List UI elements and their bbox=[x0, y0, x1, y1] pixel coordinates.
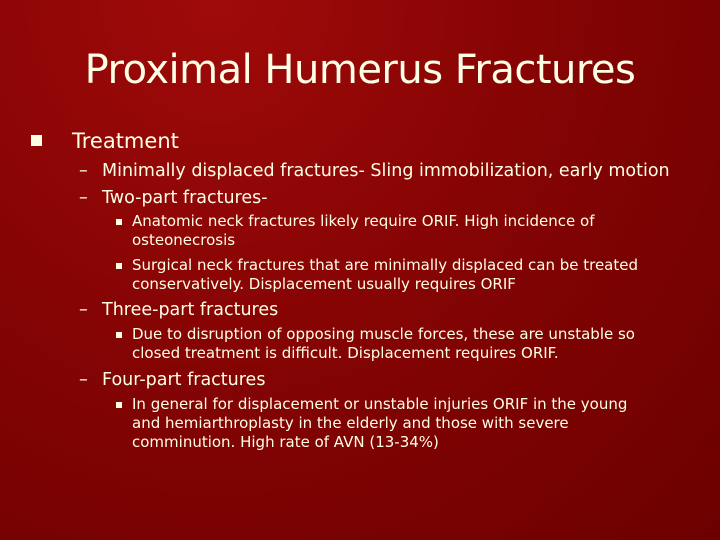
subitem-line: Due to disruption of opposing muscle forces, these are unstable so bbox=[132, 325, 635, 343]
item-four-part: Four-part fractures bbox=[102, 370, 266, 390]
small-square-bullet-icon bbox=[116, 219, 122, 225]
subitem-surgical-neck bbox=[132, 256, 638, 294]
small-square-bullet-icon bbox=[116, 332, 122, 338]
subitem-line: closed treatment is difficult. Displacement requires ORIF. bbox=[132, 344, 559, 362]
dash-bullet-icon: – bbox=[79, 188, 88, 208]
subitem-three-part-detail bbox=[132, 325, 635, 363]
dash-bullet-icon: – bbox=[79, 300, 88, 320]
subitem-line: conservatively. Displacement usually requires ORIF bbox=[132, 275, 516, 293]
dash-bullet-icon: – bbox=[79, 370, 88, 390]
slide-title: Proximal Humerus Fractures bbox=[84, 47, 636, 93]
bullet-treatment: Treatment bbox=[72, 129, 179, 153]
small-square-bullet-icon bbox=[116, 402, 122, 408]
dash-bullet-icon: – bbox=[79, 161, 88, 181]
subitem-line: and hemiarthroplasty in the elderly and those with severe bbox=[132, 414, 569, 432]
subitem-line: osteonecrosis bbox=[132, 231, 236, 249]
square-bullet-icon bbox=[31, 135, 42, 146]
subitem-line: Surgical neck fractures that are minimally displaced can be treated bbox=[132, 256, 639, 274]
small-square-bullet-icon bbox=[116, 263, 122, 269]
item-two-part: Two-part fractures- bbox=[102, 188, 268, 208]
item-minimally-displaced: Minimally displaced fractures- Sling immobilization, early motion bbox=[102, 161, 670, 181]
subitem-line: comminution. High rate of AVN (13-34%) bbox=[132, 433, 439, 451]
subitem-anatomic-neck bbox=[132, 212, 595, 250]
item-three-part: Three-part fractures bbox=[102, 300, 279, 320]
subitem-line: Anatomic neck fractures likely require ORIF. High incidence of bbox=[132, 212, 595, 230]
subitem-line: In general for displacement or unstable injuries ORIF in the young bbox=[132, 395, 628, 413]
subitem-four-part-detail bbox=[132, 395, 627, 452]
